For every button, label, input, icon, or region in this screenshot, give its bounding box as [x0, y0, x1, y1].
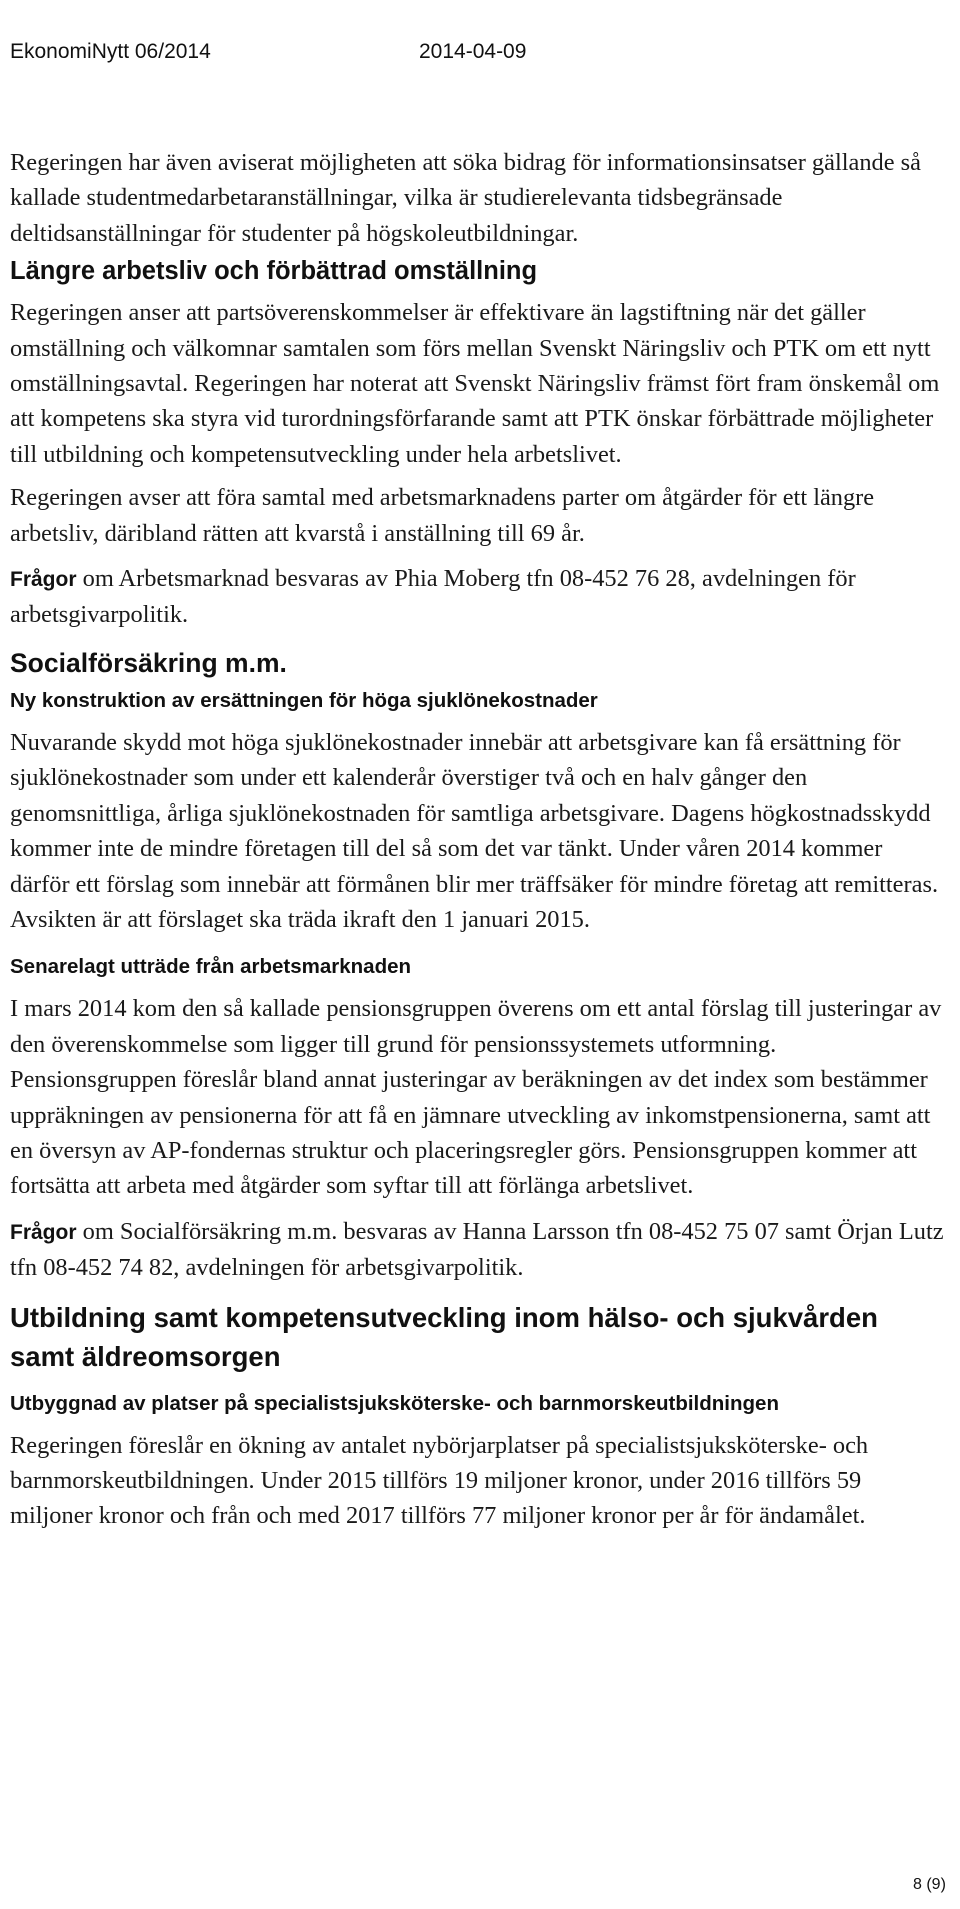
delayed-exit-paragraph: I mars 2014 kom den så kallade pensionsgruppen överens om ett antal förslag till justeringar av den överenskommelse som ligger till grund för pensionssystemets utformning. Pensionsgruppen föreslår bland annat justeringar av beräkningen av det index som bestämmer uppräkningen av pensionerna för att få en jämnare utveckling av inkomstpensionerna, samt att en översyn av AP-fondernas struktur och placeringsregler görs. Pensionsgruppen kommer att fortsätta att arbeta med åtgärder som syftar till att förlänga arbetslivet. [10, 995, 942, 1200]
main-content [10, 145, 945, 1534]
intro-paragraph: Regeringen har även aviserat möjligheten att söka bidrag för informationsinsatser gällande så kallade studentmedarbetaranställningar, vilka är studierelevanta tidsbegränsade deltidsanställningar för studenter på högskoleutbildningar. [10, 149, 921, 247]
publication-title: EkonomiNytt 06/2014 [10, 40, 211, 63]
questions-lead: Frågor [10, 568, 77, 592]
section-heading-longer-working-life: Längre arbetsliv och förbättrad omställning [10, 257, 538, 286]
questions-text: om Socialförsäkring m.m. besvaras av Hanna Larsson tfn 08-452 75 07 samt Örjan Lutz tfn 08-452 74 82, avdelningen för arbetsgivarpolitik. [10, 1217, 944, 1282]
page-number: 8 (9) [913, 1876, 946, 1893]
section-heading-social-insurance: Socialförsäkring m.m. [10, 647, 287, 678]
questions-text: om Arbetsmarknad besvaras av Phia Moberg tfn 08-452 76 28, avdelningen för arbetsgivarpolitik. [10, 565, 856, 629]
subsection-heading-delayed-exit: Senarelagt utträde från arbetsmarknaden [10, 955, 412, 979]
questions-lead: Frågor [10, 1220, 77, 1244]
longer-working-life-paragraph-2: Regeringen avser att föra samtal med arbetsmarknadens parter om åtgärder för ett längre arbetsliv, däribland rätten att kvarstå i anställning till 69 år. [10, 484, 875, 547]
sick-pay-paragraph: Nuvarande skydd mot höga sjuklönekostnader innebär att arbetsgivare kan få ersättning för sjuklönekostnader som under ett kalenderår överstiger två och en halv gånger den genomsnittliga, årliga sjuklönekostnaden för samtliga arbetsgivare. Dagens högkostnadsskydd kommer inte de mindre företagen till del så som det var tänkt. Under våren 2014 kommer därför ett förslag som innebär att förmånen blir mer träffsäker för mindre företag att remitteras. Avsikten är att förslaget ska träda ikraft den 1 januari 2015. [10, 728, 939, 933]
longer-working-life-paragraph-1: Regeringen anser att partsöverenskommelser är effektivare än lagstiftning när det gäller omställning och välkomnar samtalen som förs mellan Svenskt Näringsliv och PTK om ett nytt omställningsavtal. Regeringen har noterat att Svenskt Näringsliv främst fört fram önskemål om att kompetens ska styra vid turordningsförfarande samt att PTK önskar förbättrade möjligheter till utbildning och kompetensutveckling under hela arbetslivet. [10, 299, 940, 468]
subsection-heading-nursing-education: Utbyggnad av platser på specialistsjuksköterske- och barnmorskeutbildningen [10, 1391, 779, 1415]
subsection-heading-sick-pay: Ny konstruktion av ersättningen för höga sjuklönekostnader [10, 688, 598, 712]
contact-paragraph-labour-market [10, 561, 945, 633]
page-header [0, 40, 960, 68]
nursing-education-paragraph: Regeringen föreslår en ökning av antalet nybörjarplatser på specialistsjuksköterske- och barnmorskeutbildningen. Under 2015 tillförs 19 miljoner kronor, under 2016 tillförs 59 miljoner kronor och från och med 2017 tillförs 77 miljoner kronor per år för ändamålet. [10, 1431, 869, 1530]
section-heading-education: Utbildning samt kompetensutveckling inom hälso- och sjukvården samt äldreomsorgen [10, 1301, 878, 1372]
contact-paragraph-social-insurance [10, 1214, 945, 1286]
publication-date: 2014-04-09 [419, 40, 527, 63]
